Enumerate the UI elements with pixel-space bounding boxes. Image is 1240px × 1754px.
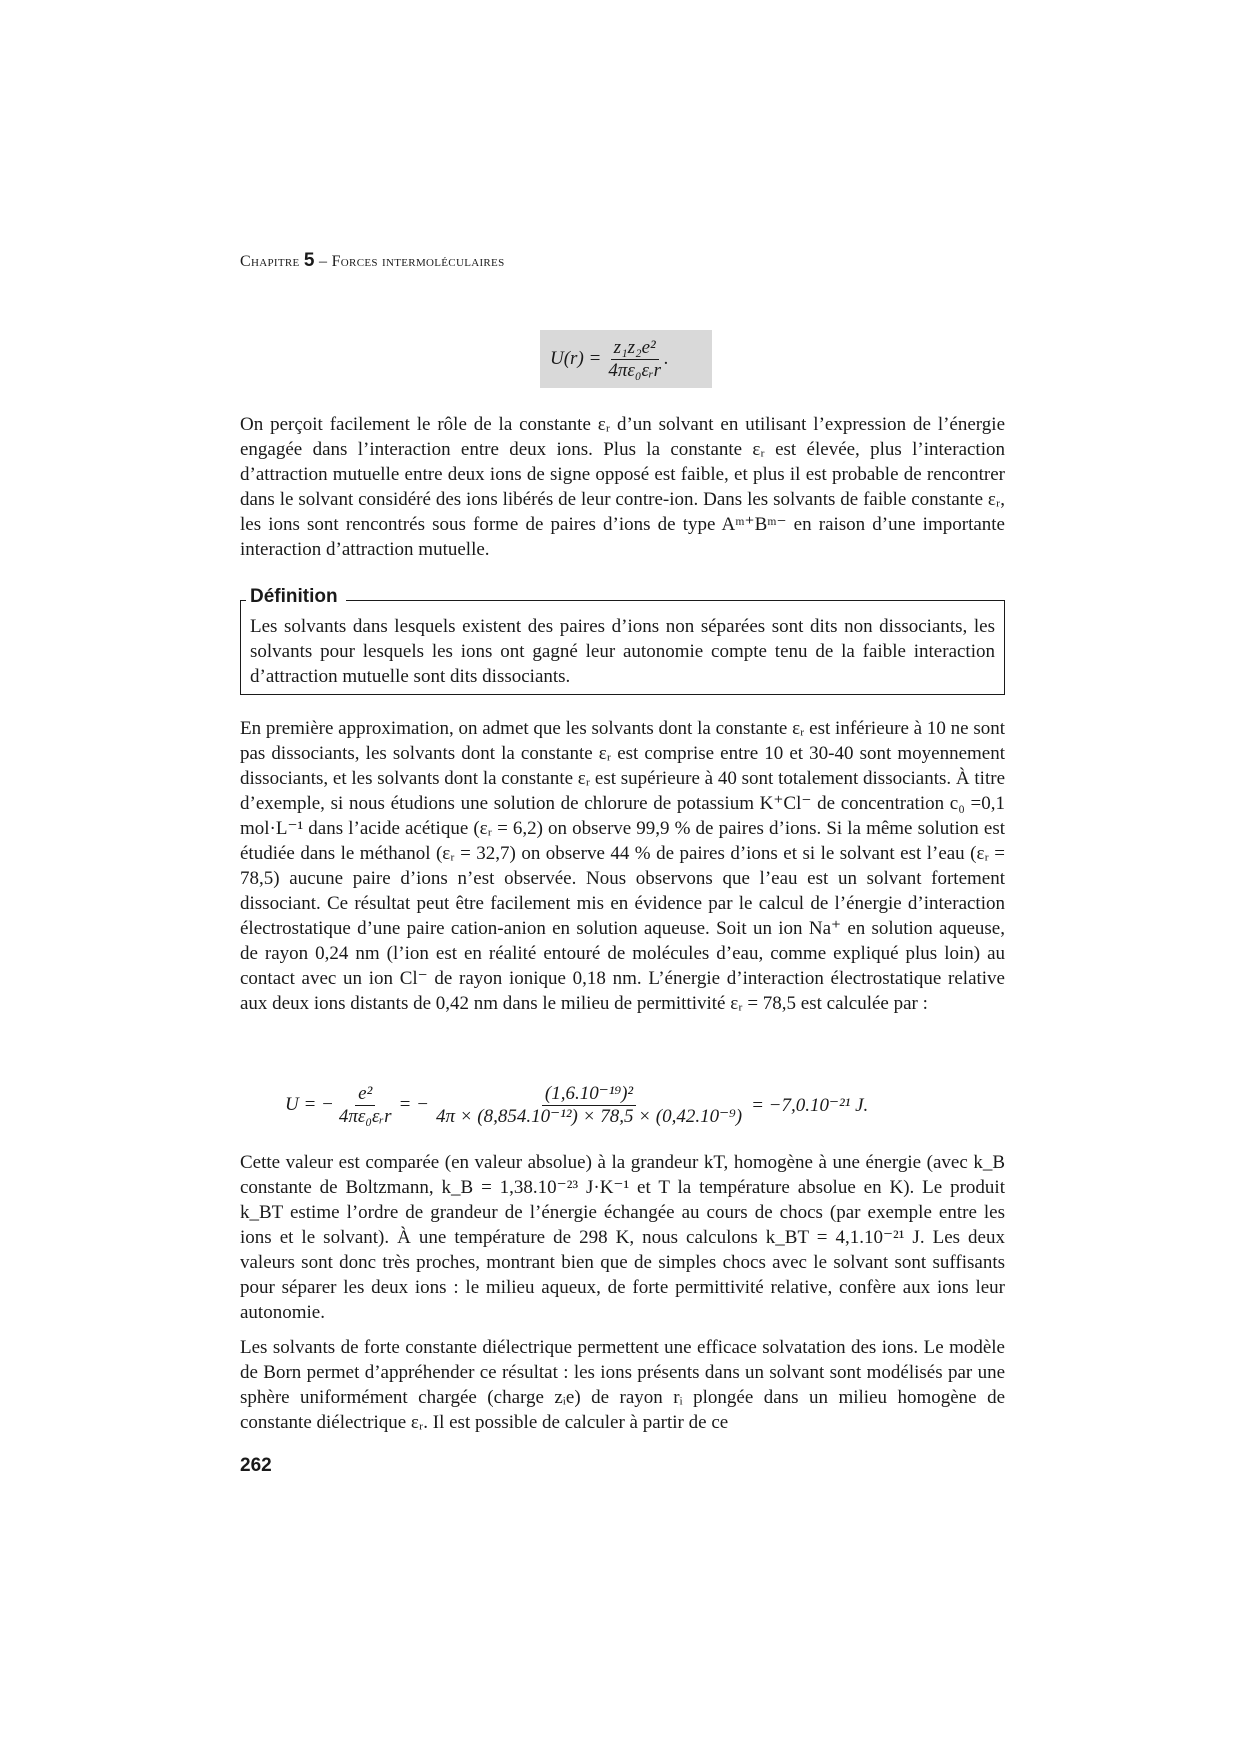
chapter-number: 5 [303,250,315,271]
formula-lhs: U(r) = [550,348,602,369]
page [240,0,1005,1754]
running-header [240,250,505,272]
header-separator: – [314,253,332,270]
energy-formula [285,1070,1005,1140]
paragraph-2: En première approximation, on admet que les solvants dont la constante εᵣ est inférieure à 10 ne sont pas dissociants, les solvants dont la constante εᵣ est comprise entre 10 et 30-40 sont moyennement dissociants, et les solvants dont la constante εᵣ est supérieure à 40 sont totalement dissociants. À titre d’exemple, si nous étudions une solution de chlorure de potassium K⁺Cl⁻ de concentration c₀ =0,1 mol·L⁻¹ dans l’acide acétique (εᵣ = 6,2) on observe 99,9 % de paires d’ions. Si la même solution est étudiée dans le méthanol (εᵣ = 32,7) on observe 44 % de paires d’ions et si le solvant est l’eau (εᵣ = 78,5) aucune paire d’ions n’est observée. Nous observons que l’eau est un solvant fortement dissociant. Ce résultat peut être facilement mis en évidence par le calcul de l’énergie d’interaction électrostatique d’une paire cation-anion en solution aqueuse. Soit un ion Na⁺ en solution aqueuse, de rayon 0,24 nm (l’ion est en réalité entouré de molécules d’eau, comme expliqué plus loin) au contact avec un ion Cl⁻ de rayon ionique 0,18 nm. L’énergie d’interaction électrostatique relative aux deux ions distants de 0,42 nm dans le milieu de permittivité εᵣ = 78,5 est calculée par : [240,718,1005,1014]
paragraph-1: On perçoit facilement le rôle de la constante εᵣ d’un solvant en utilisant l’expression de l’énergie engagée dans l’interaction entre deux ions. Plus la constante εᵣ est élevée, plus l’interaction d’attraction mutuelle entre deux ions de signe opposé est faible, et plus il est probable de rencontrer dans le solvant considéré des ions libérés de leur contre-ion. Dans les solvants de faible constante εᵣ, les ions sont rencontrés sous forme de paires d’ions de type Aᵐ⁺Bᵐ⁻ en raison d’une importante interaction d’attraction mutuelle. [240,414,1005,560]
definition-title: Définition [246,586,346,608]
page-number: 262 [240,1455,272,1476]
formula-trail: . [664,348,669,369]
paragraph-3: Cette valeur est comparée (en valeur absolue) à la grandeur kT, homogène à une énergie (avec k_B constante de Boltzmann, k_B = 1,38.10⁻²³ J·K⁻¹ et T la température absolue en K). Le produit k_BT estime l’ordre de grandeur de l’énergie échangée au cours de chocs (par exemple entre les ions et le solvant). À une température de 298 K, nous calculons k_BT = 4,1.10⁻²¹ J. Les deux valeurs sont donc très proches, montrant bien que de simples chocs avec le solvant sont suffisants pour séparer les deux ions : le milieu aqueux, de forte permittivité relative, confère aux ions leur autonomie. [240,1152,1005,1323]
energy-fraction-2 [433,1084,745,1127]
coulomb-formula-box [540,330,712,388]
energy-fraction-1-numerator: e² [355,1084,375,1106]
energy-result: = −7,0.10⁻²¹ J. [751,1094,869,1116]
energy-fraction-2-numerator: (1,6.10⁻¹⁹)² [542,1084,636,1106]
energy-mid: = − [398,1094,429,1115]
definition-text: Les solvants dans lesquels existent des paires d’ions non séparées sont dits non dissociants, les solvants pour lesquels les ions ont gagné leur autonomie compte tenu de la faible interaction d’attraction mutuelle sont dits dissociants. [250,616,995,687]
energy-fraction-2-denominator: 4π × (8,854.10⁻¹²) × 78,5 × (0,42.10⁻⁹) [435,1105,743,1127]
formula-numerator: z₁z₂e² [611,338,659,360]
paragraph-4: Les solvants de forte constante diélectrique permettent une efficace solvatation des ions. Le modèle de Born permet d’appréhender ce résultat : les ions présents dans un solvant sont modélisés par une sphère uniformément chargée (charge zᵢe) de rayon rᵢ plongée dans un milieu homogène de constante diélectrique εᵣ. Il est possible de calculer à partir de ce [240,1337,1005,1433]
chapter-label: Chapitre [240,253,300,270]
energy-lhs: U = − [285,1094,334,1115]
formula-denominator: 4πε₀εᵣr [608,359,662,381]
formula-fraction [605,338,664,381]
energy-fraction-1-denominator: 4πε₀εᵣr [338,1105,392,1127]
energy-fraction-1 [336,1084,395,1127]
chapter-title: Forces intermoléculaires [331,253,505,270]
